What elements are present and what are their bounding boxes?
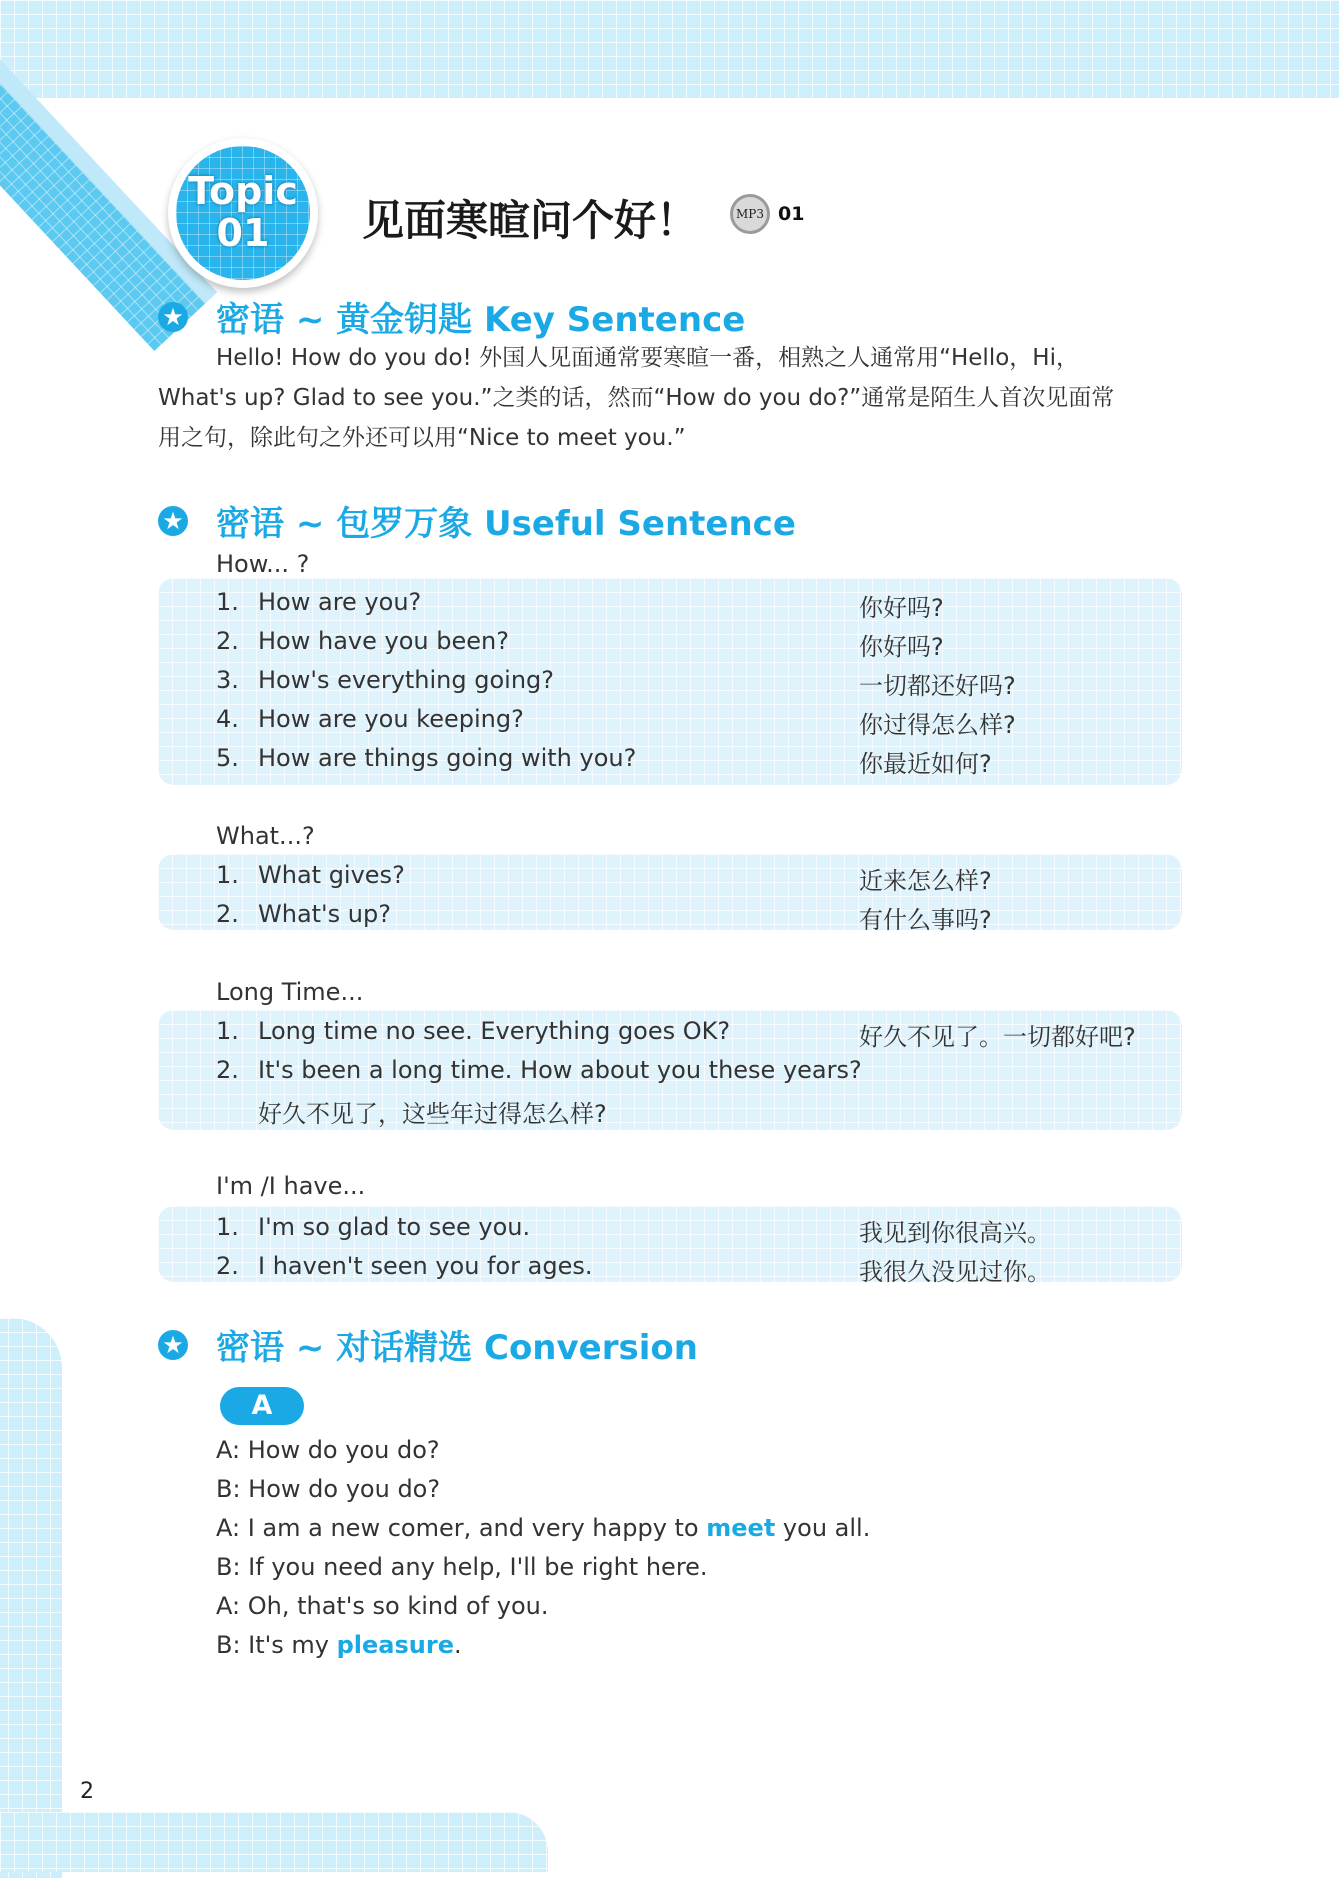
section-key-sentence-title: 密语 ~ 黄金钥匙 Key Sentence xyxy=(216,300,746,340)
row-chinese: 你好吗? xyxy=(859,594,944,622)
sentence-row xyxy=(216,588,1176,627)
row-number: 3. xyxy=(216,666,239,694)
row-number: 2. xyxy=(216,900,239,928)
section-conversion-title: 密语 ~ 对话精选 Conversion xyxy=(216,1328,698,1368)
dialogue-label-pill: A xyxy=(220,1387,304,1425)
row-english: What's up? xyxy=(258,900,391,928)
row-english: How are you keeping? xyxy=(258,705,524,733)
row-number: 1. xyxy=(216,861,239,889)
dialogue-line xyxy=(216,1631,462,1659)
dialogue-line: B: How do you do? xyxy=(216,1475,441,1503)
group-label-how: How... ? xyxy=(216,550,310,578)
sentence-row xyxy=(216,1252,1176,1291)
star-icon: ★ xyxy=(158,1330,188,1360)
star-icon: ★ xyxy=(158,506,188,536)
row-chinese: 我见到你很高兴。 xyxy=(859,1219,1051,1247)
dialogue-text: . xyxy=(453,1631,462,1659)
row-number: 4. xyxy=(216,705,239,733)
page-title: 见面寒暄问个好！ xyxy=(362,196,699,245)
dialogue-text: A: I am a new comer, and very happy to xyxy=(216,1514,707,1542)
section-useful-sentence-title: 密语 ~ 包罗万象 Useful Sentence xyxy=(216,504,796,544)
row-number: 2. xyxy=(216,627,239,655)
mp3-audio-icon[interactable]: MP3 xyxy=(730,194,770,234)
top-grid-band xyxy=(0,0,1339,98)
topic-number: 01 xyxy=(216,211,270,255)
group-label-im: I'm /I have... xyxy=(216,1172,366,1200)
row-english: I'm so glad to see you. xyxy=(258,1213,531,1241)
dialogue-text: you all. xyxy=(775,1514,871,1542)
sentence-row xyxy=(216,1213,1176,1252)
dialogue-line xyxy=(216,1514,870,1542)
row-english: I haven't seen you for ages. xyxy=(258,1252,593,1280)
row-english: How are things going with you? xyxy=(258,744,637,772)
row-chinese: 好久不见了，这些年过得怎么样? xyxy=(258,1100,607,1128)
row-number: 1. xyxy=(216,1017,239,1045)
group-label-what: What...? xyxy=(216,822,315,850)
row-chinese: 好久不见了。一切都好吧? xyxy=(859,1023,1136,1051)
row-english: What gives? xyxy=(258,861,405,889)
row-number: 1. xyxy=(216,1213,239,1241)
paragraph-line: Hello! How do you do! 外国人见面通常要寒暄一番，相熟之人通常用“Hello，Hi， xyxy=(216,345,1079,371)
sentence-row xyxy=(216,861,1176,900)
sentence-row xyxy=(216,900,1176,939)
row-number: 2. xyxy=(216,1252,239,1280)
highlighted-word: meet xyxy=(706,1514,776,1542)
row-chinese: 你过得怎么样? xyxy=(859,711,1016,739)
row-english: How have you been? xyxy=(258,627,509,655)
audio-track-number: 01 xyxy=(778,203,805,225)
paragraph-line: What's up? Glad to see you.”之类的话，然而“How do you do?”通常是陌生人首次见面常 xyxy=(158,385,1115,411)
row-chinese: 有什么事吗? xyxy=(859,906,992,934)
topic-word: Topic xyxy=(188,169,298,213)
row-number: 5. xyxy=(216,744,239,772)
sentence-row xyxy=(216,666,1176,705)
row-chinese: 一切都还好吗? xyxy=(859,672,1016,700)
paragraph-line: 用之句，除此句之外还可以用“Nice to meet you.” xyxy=(158,425,686,451)
left-grid-band xyxy=(0,1318,62,1878)
topic-badge xyxy=(168,138,318,288)
sentence-row xyxy=(216,705,1176,744)
row-english: Long time no see. Everything goes OK? xyxy=(258,1017,731,1045)
page-number: 2 xyxy=(80,1779,94,1804)
row-english: It's been a long time. How about you these years? xyxy=(258,1056,862,1084)
row-number: 1. xyxy=(216,588,239,616)
row-english: How's everything going? xyxy=(258,666,555,694)
bottom-grid-band xyxy=(0,1812,548,1872)
row-chinese: 你最近如何? xyxy=(859,750,992,778)
group-label-long-time: Long Time... xyxy=(216,978,364,1006)
sentence-row xyxy=(216,1017,1176,1056)
dialogue-line: B: If you need any help, I'll be right here. xyxy=(216,1553,708,1581)
row-chinese: 你好吗? xyxy=(859,633,944,661)
section-useful-sentence-heading xyxy=(158,496,796,545)
star-icon: ★ xyxy=(158,302,188,332)
highlighted-word: pleasure xyxy=(336,1631,454,1659)
dialogue-line: A: How do you do? xyxy=(216,1436,440,1464)
row-english: How are you? xyxy=(258,588,422,616)
sentence-row xyxy=(216,744,1176,783)
section-key-sentence-heading xyxy=(158,292,745,341)
row-chinese: 近来怎么样? xyxy=(859,867,992,895)
row-number: 2. xyxy=(216,1056,239,1084)
sentence-row xyxy=(216,627,1176,666)
row-chinese: 我很久没见过你。 xyxy=(859,1258,1051,1286)
sentence-row xyxy=(216,1056,1176,1095)
section-conversion-heading xyxy=(158,1320,698,1369)
dialogue-line: A: Oh, that's so kind of you. xyxy=(216,1592,549,1620)
dialogue-text: B: It's my xyxy=(216,1631,337,1659)
